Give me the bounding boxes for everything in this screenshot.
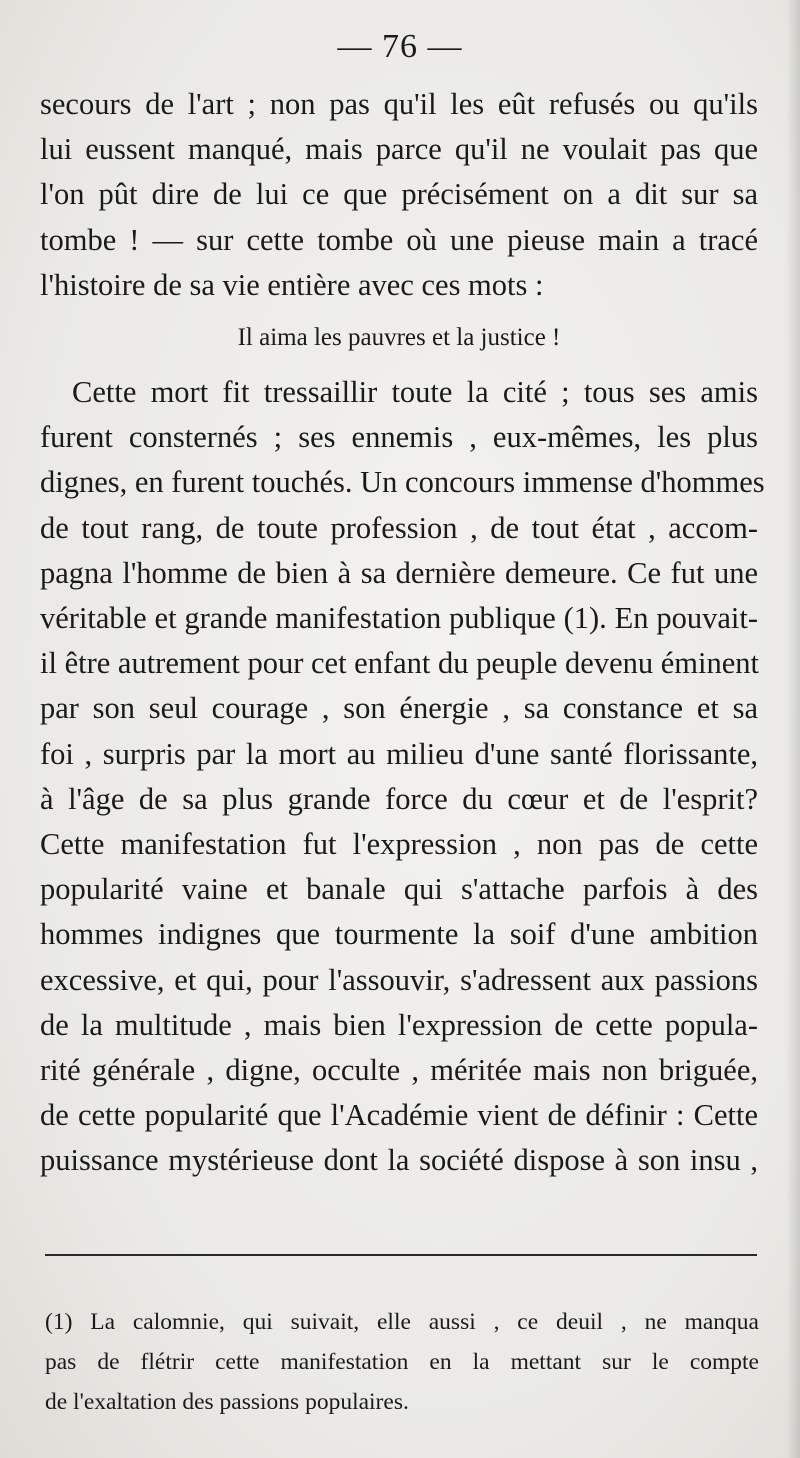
text-line: l'on pût dire de lui ce que précisément on a dit sur sa xyxy=(40,177,758,212)
text-line: Cette manifestation fut l'expression , non pas de cette xyxy=(40,827,758,862)
text-line: puissance mystérieuse dont la société dispose à son insu , xyxy=(40,1143,758,1178)
footnote-divider xyxy=(45,1254,757,1256)
page-edge-shadow xyxy=(786,0,800,1458)
text-line: tombe ! — sur cette tombe où une pieuse main a tracé xyxy=(40,222,758,257)
text-line: hommes indignes que tourmente la soif d'une ambition xyxy=(40,917,758,952)
footnote-line: pas de flétrir cette manifestation en la mettant sur le compte xyxy=(45,1349,759,1375)
text-line: de la multitude , mais bien l'expression de cette popula- xyxy=(40,1007,758,1042)
body-text xyxy=(40,82,765,1184)
text-line: véritable et grande manifestation publique (1). En pouvait- xyxy=(40,601,758,636)
footnote-line: de l'exaltation des passions populaires. xyxy=(45,1389,409,1415)
text-line: par son seul courage , son énergie , sa constance et sa xyxy=(40,691,758,726)
text-line: excessive, et qui, pour l'assouvir, s'adressent aux passions xyxy=(40,962,758,997)
text-line: lui eussent manqué, mais parce qu'il ne voulait pas que xyxy=(40,132,758,167)
epitaph: Il aima les pauvres et la justice ! xyxy=(237,324,561,352)
page-number: — 76 — xyxy=(337,28,463,65)
text-line: secours de l'art ; non pas qu'il les eût refusés ou qu'ils xyxy=(40,87,758,121)
text-line: l'histoire de sa vie entière avec ces mots : xyxy=(40,267,544,302)
text-line: de cette popularité que l'Académie vient de définir : Cette xyxy=(40,1098,758,1133)
text-line: de tout rang, de toute profession , de tout état , accom- xyxy=(40,510,758,545)
text-line: dignes, en furent touchés. Un concours immense d'hommes xyxy=(40,465,765,500)
text-line: rité générale , digne, occulte , méritée mais non briguée, xyxy=(40,1053,758,1088)
text-line: furent consternés ; ses ennemis , eux-mêmes, les plus xyxy=(40,420,758,455)
text-line: foi , surpris par la mort au milieu d'une santé florissante, xyxy=(40,736,758,771)
footnote xyxy=(45,1302,759,1422)
text-line: popularité vaine et banale qui s'attache parfois à des xyxy=(40,872,758,907)
footnote-line: (1) La calomnie, qui suivait, elle aussi , ce deuil , ne manqua xyxy=(45,1309,759,1335)
text-line: Cette mort fit tressaillir toute la cité ; tous ses amis xyxy=(72,375,758,410)
text-line: à l'âge de sa plus grande force du cœur et de l'esprit? xyxy=(40,781,758,816)
text-line: pagna l'homme de bien à sa dernière demeure. Ce fut une xyxy=(40,555,758,590)
text-line: il être autrement pour cet enfant du peuple devenu éminent xyxy=(40,646,759,681)
